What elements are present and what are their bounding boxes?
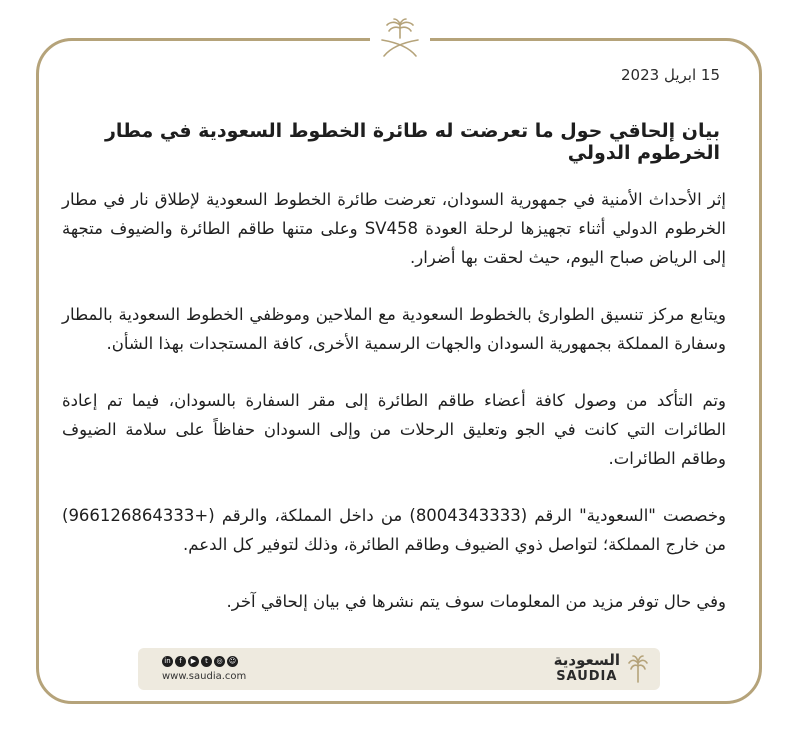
snapchat-icon[interactable]: ☺	[228, 657, 237, 665]
statement-paragraph: إثر الأحداث الأمنية في جمهورية السودان، تعرضت طائرة الخطوط السعودية لإطلاق نار في مطار الخرطوم الدولي أثناء تجهيزها لرحلة العودة SV458 وعلى متنها طاقم الطائرة والضيوف متجهة إلى الرياض صباح اليوم، حيث لحقت بها أضرار.	[62, 190, 726, 267]
instagram-icon[interactable]: ◎	[214, 656, 225, 667]
brand-name-english: SAUDIA	[556, 669, 618, 684]
statement-body	[62, 185, 726, 644]
statement-paragraph: وخصصت "السعودية" الرقم (8004343333) من داخل المملكة، والرقم (+966126864333) من خارج المملكة؛ لتواصل ذوي الضيوف وطاقم الطائرة، وذلك لتوفير كل الدعم.	[62, 506, 726, 554]
youtube-icon[interactable]: ▶	[188, 656, 199, 667]
statement-title: بيان إلحاقي حول ما تعرضت له طائرة الخطوط السعودية في مطار الخرطوم الدولي	[104, 120, 720, 164]
statement-date: 15 ابريل 2023	[621, 66, 720, 84]
website-link[interactable]: www.saudia.com	[162, 671, 247, 682]
social-icons	[162, 656, 238, 667]
footer-bar	[138, 648, 660, 690]
palm-swords-emblem-icon	[376, 16, 424, 64]
statement-paragraph: وتم التأكد من وصول كافة أعضاء طاقم الطائرة إلى مقر السفارة بالسودان، فيما تم إعادة الطائرات التي كانت في الجو وتعليق الرحلات من وإلى السودان حفاظاً على سلامة الضيوف وطاقم الطائرات.	[62, 391, 726, 468]
brand-name-arabic: السعودية	[553, 651, 620, 669]
statement-paragraph: وفي حال توفر مزيد من المعلومات سوف يتم نشرها في بيان إلحاقي آخر.	[226, 592, 726, 611]
saudia-palm-logo-icon	[626, 652, 650, 684]
twitter-icon[interactable]: t	[201, 656, 212, 667]
saudia-brand	[554, 652, 650, 684]
linkedin-icon[interactable]: in	[162, 656, 173, 667]
facebook-icon[interactable]: f	[175, 656, 186, 667]
statement-paragraph: ويتابع مركز تنسيق الطوارئ بالخطوط السعودية مع الملاحين وموظفي الخطوط السعودية بالمطار وسفارة المملكة بجمهورية السودان والجهات الرسمية الأخرى، كافة المستجدات بهذا الشأن.	[62, 305, 726, 353]
emblem	[370, 10, 430, 70]
